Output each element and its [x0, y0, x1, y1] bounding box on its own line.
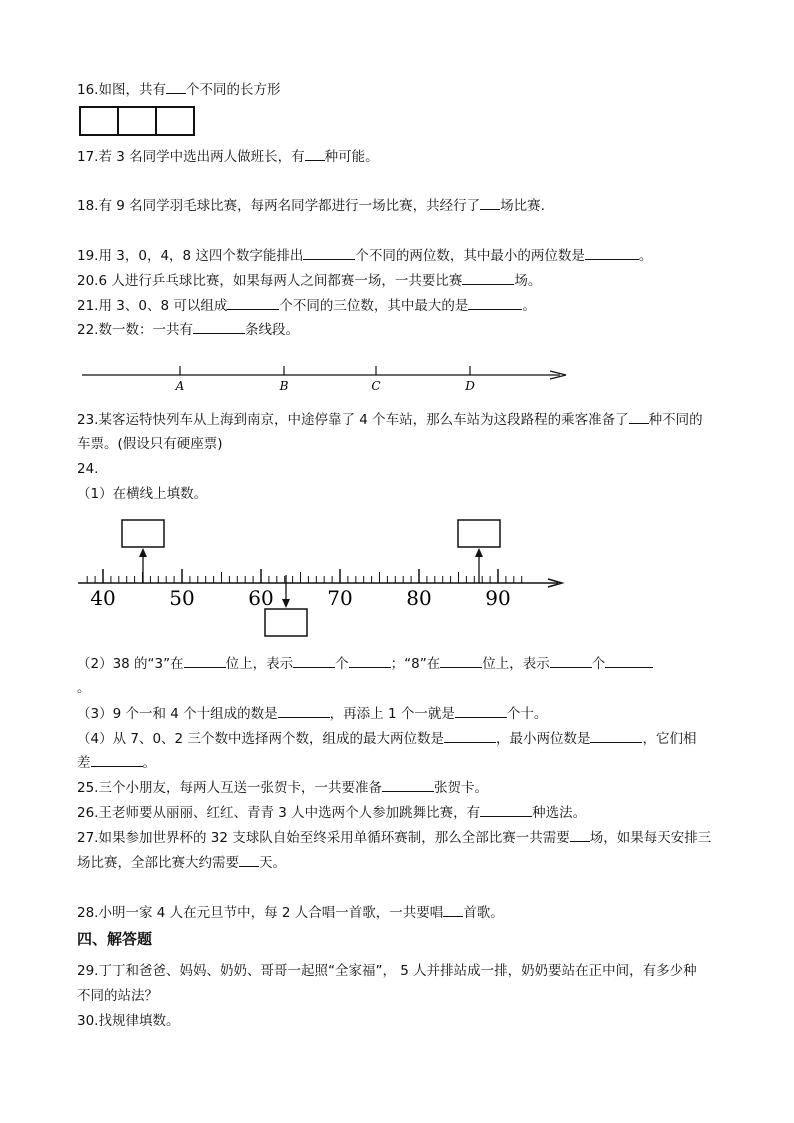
- answer-blank[interactable]: [444, 729, 496, 743]
- answer-blank[interactable]: [605, 654, 653, 668]
- question-22: 22.数一数：一共有 条线段。: [77, 322, 299, 338]
- section-heading: 四、解答题: [77, 930, 153, 948]
- answer-blank[interactable]: [305, 147, 325, 161]
- ruler-label: 90: [485, 586, 511, 610]
- ruler-label: 80: [406, 586, 432, 610]
- segment-point-label: D: [465, 379, 475, 393]
- answer-blank[interactable]: [440, 654, 482, 668]
- question-24: 24.: [77, 461, 99, 477]
- question-24-part2-line2: 。: [77, 680, 91, 696]
- ruler-label: 60: [248, 586, 274, 610]
- question-21: 21.用 3、0、8 可以组成 个不同的三位数，其中最大的是 。: [77, 298, 536, 314]
- question-20: 20.6 人进行乒乓球比赛，如果每两人之间都赛一场，一共要比赛 场。: [77, 273, 542, 289]
- ruler-label: 40: [90, 586, 116, 610]
- answer-blank[interactable]: [278, 704, 330, 718]
- rectangle-figure: [79, 106, 196, 137]
- question-16: 16.如图，共有 个不同的长方形: [77, 82, 281, 98]
- question-18: 18.有 9 名同学羽毛球比赛，每两名同学都进行一场比赛，共经行了 场比赛.: [77, 198, 545, 214]
- answer-blank[interactable]: [227, 296, 279, 310]
- question-28: 28.小明一家 4 人在元旦节中，每 2 人合唱一首歌，一共要唱 首歌。: [77, 905, 504, 921]
- answer-blank[interactable]: [193, 320, 245, 334]
- answer-blank[interactable]: [239, 853, 259, 867]
- segment-point-label: B: [279, 379, 289, 393]
- answer-blank[interactable]: [480, 196, 500, 210]
- question-26: 26.王老师要从丽丽、红红、青青 3 人中选两个人参加跳舞比赛，有 种选法。: [77, 805, 587, 821]
- question-24-part2: （2）38 的“3”在 位上，表示 个 ；“8”在 位上，表示 个: [77, 654, 653, 673]
- answer-blank[interactable]: [550, 654, 592, 668]
- answer-blank[interactable]: [570, 828, 590, 842]
- answer-blank[interactable]: [303, 246, 355, 260]
- answer-blank[interactable]: [382, 778, 434, 792]
- answer-blank[interactable]: [629, 410, 649, 424]
- question-29: 29.丁丁和爸爸、妈妈、奶奶、哥哥一起照“全家福”， 5 人并排站成一排，奶奶要站在正中间，有多少种: [77, 963, 697, 979]
- question-24-part4: （4）从 7、0、2 三个数中选择两个数，组成的最大两位数是 ，最小两位数是 ，它们相: [77, 731, 697, 747]
- question-27: 27.如果参加世界杯的 32 支球队自始至终采用单循环赛制，那么全部比赛一共需要 场，如果每天安排三: [77, 830, 712, 846]
- ruler-label: 50: [169, 586, 195, 610]
- ruler-box-61: [265, 609, 307, 636]
- question-23: 23.某客运特快列车从上海到南京，中途停靠了 4 个车站，那么车站为这段路程的乘客准备了 种不同的: [77, 412, 703, 428]
- answer-blank[interactable]: [184, 654, 226, 668]
- question-29-line2: 不同的站法？: [77, 988, 158, 1004]
- ruler-box-89: [458, 520, 500, 547]
- question-27-line2: 场比赛，全部比赛大约需要 天。: [77, 855, 286, 871]
- number-ruler-figure: [78, 515, 568, 640]
- answer-blank[interactable]: [91, 753, 143, 767]
- answer-blank[interactable]: [468, 296, 522, 310]
- answer-blank[interactable]: [293, 654, 335, 668]
- question-24-part4-line2: 差 。: [77, 755, 156, 771]
- question-24-part3: （3）9 个一和 4 个十组成的数是 ，再添上 1 个一就是 个十。: [77, 706, 548, 722]
- answer-blank[interactable]: [585, 246, 639, 260]
- answer-blank[interactable]: [455, 704, 507, 718]
- segment-point-label: A: [175, 379, 185, 393]
- question-23-line2: 车票。(假设只有硬座票): [77, 436, 223, 452]
- question-25: 25.三个小朋友，每两人互送一张贺卡，一共要准备 张贺卡。: [77, 780, 488, 796]
- segment-point-label: C: [371, 379, 381, 393]
- answer-blank[interactable]: [166, 80, 186, 94]
- answer-blank[interactable]: [349, 654, 391, 668]
- ruler-label: 70: [327, 586, 353, 610]
- answer-blank[interactable]: [462, 271, 514, 285]
- question-30: 30.找规律填数。: [77, 1013, 180, 1029]
- question-24-part1: （1）在横线上填数。: [77, 486, 208, 502]
- ruler-box-45: [122, 520, 164, 547]
- question-17: 17.若 3 名同学中选出两人做班长，有 种可能。: [77, 149, 379, 165]
- answer-blank[interactable]: [590, 729, 642, 743]
- question-19: 19.用 3，0，4，8 这四个数字能排出 个不同的两位数，其中最小的两位数是 。: [77, 248, 653, 264]
- answer-blank[interactable]: [480, 803, 532, 817]
- segment-line-figure: [80, 355, 580, 395]
- answer-blank[interactable]: [443, 903, 463, 917]
